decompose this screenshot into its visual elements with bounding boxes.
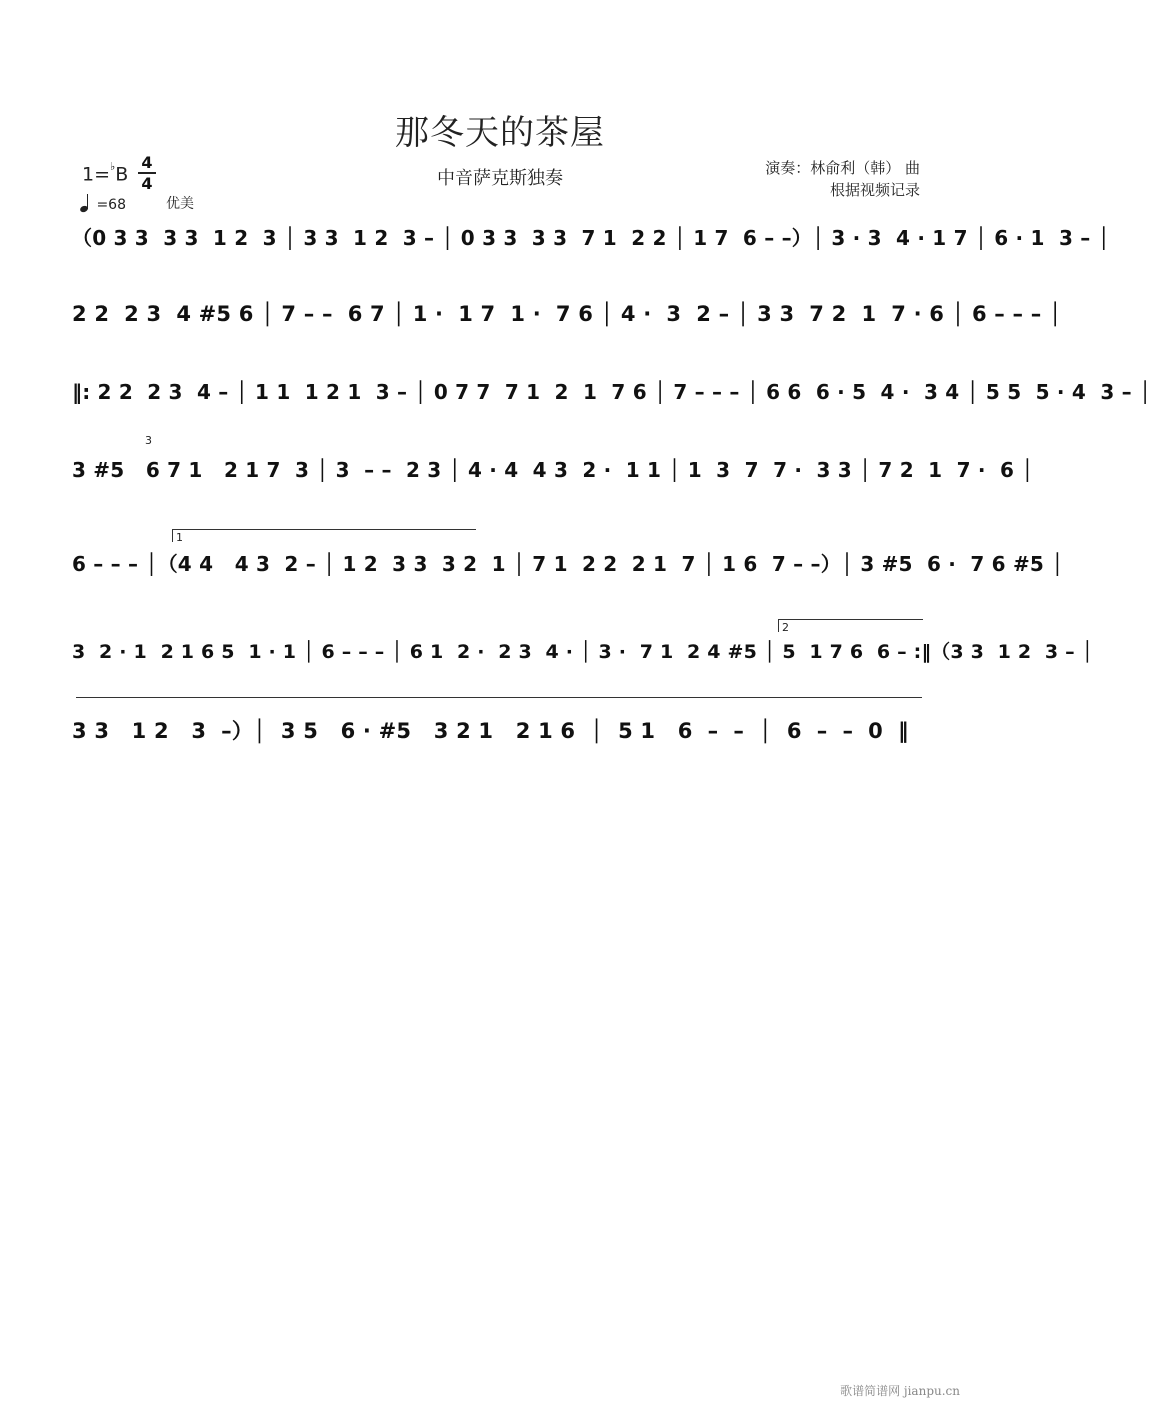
expression-marking: 优美 bbox=[166, 196, 194, 212]
subtitle: 中音萨克斯独奏 bbox=[437, 168, 563, 189]
score-line-3: ‖: 2 2 2 3 4 – │ 1 1 1 2 1 3 – │ 0 7 7 7 1 2 1 7 6 │ 7 – – – │ 6 6 6 · 5 4 · 3 4 │ 5 5 5 · 4 3 – │ bbox=[72, 380, 1151, 404]
score-line-1: （0 3 3 3 3 1 2 3 │ 3 3 1 2 3 – │ 0 3 3 3 3 7 1 2 2 │ 1 7 6 – –）│ 3 · 3 4 · 1 7 │ 6 · 1 3 – │ bbox=[72, 226, 1110, 250]
time-signature bbox=[138, 154, 156, 192]
flat-sign: ♭ bbox=[110, 160, 116, 173]
time-numerator: 4 bbox=[141, 153, 153, 172]
time-denominator: 4 bbox=[141, 173, 153, 193]
volta-2-label: 2 bbox=[782, 621, 789, 634]
tempo-marking bbox=[80, 194, 126, 213]
volta-bracket-1 bbox=[172, 529, 476, 542]
triplet-mark: 3 bbox=[145, 434, 152, 447]
source-note: 根据视频记录 bbox=[829, 181, 920, 199]
performer-credit: 演奏：林俞利（韩） 曲 bbox=[765, 159, 920, 177]
page-title: 那冬天的茶屋 bbox=[395, 113, 605, 153]
quarter-note-icon bbox=[80, 194, 92, 212]
score-line-4: 3 #5 6 7 1 2 1 7 3 │ 3 – – 2 3 │ 4 · 4 4 3 2 · 1 1 │ 1 3 7 7 · 3 3 │ 7 2 1 7 · 6 │ bbox=[72, 458, 1034, 482]
watermark: 歌谱简谱网 jianpu.cn bbox=[840, 1384, 960, 1398]
score-line-5: 6 – – – │（4 4 4 3 2 – │ 1 2 3 3 3 2 1 │ 7 1 2 2 2 1 7 │ 1 6 7 – –）│ 3 #5 6 · 7 6 #5 │ bbox=[72, 552, 1064, 576]
key-prefix: 1= bbox=[82, 163, 111, 186]
key-signature bbox=[82, 160, 129, 186]
key-note: B bbox=[115, 163, 129, 186]
score-line-7: 3 3 1 2 3 –）│ 3 5 6 · #5 3 2 1 2 1 6 │ 5 1 6 – – │ 6 – – 0 ‖ bbox=[72, 719, 909, 743]
score-line-2: 2 2 2 3 4 #5 6 │ 7 – – 6 7 │ 1 · 1 7 1 · 7 6 │ 4 · 3 2 – │ 3 3 7 2 1 7 · 6 │ 6 – – – │ bbox=[72, 302, 1062, 326]
volta-bracket-2 bbox=[778, 619, 923, 632]
volta-continuation-line bbox=[76, 697, 922, 698]
score-line-6: 3 2 · 1 2 1 6 5 1 · 1 │ 6 – – – │ 6 1 2 · 2 3 4 · │ 3 · 7 1 2 4 #5 │ 5 1 7 6 6 – :‖（3 3 1 2 3 – │ bbox=[72, 641, 1094, 663]
tempo-value: =68 bbox=[96, 197, 126, 213]
volta-1-label: 1 bbox=[176, 531, 183, 544]
